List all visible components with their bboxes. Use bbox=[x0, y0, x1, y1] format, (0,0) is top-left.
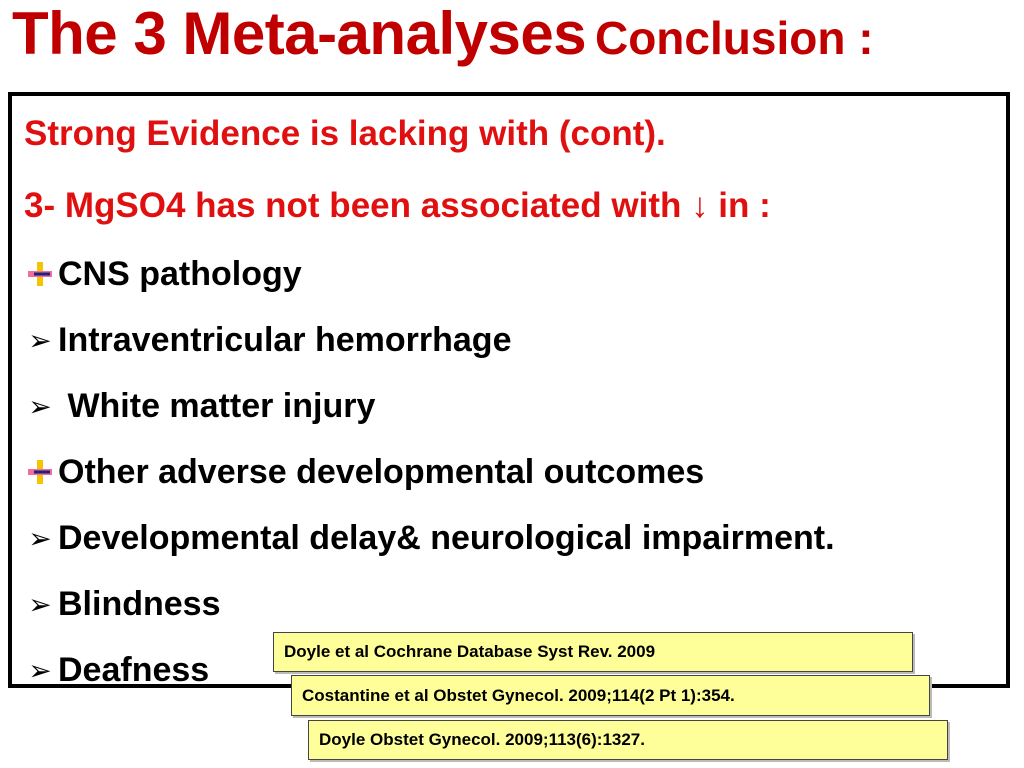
list-item-text: CNS pathology bbox=[58, 254, 302, 293]
title-main: The 3 Meta-analyses bbox=[12, 0, 587, 67]
slide-title bbox=[12, 0, 874, 67]
list-item bbox=[22, 648, 209, 692]
reference-citation: Doyle Obstet Gynecol. 2009;113(6):1327. bbox=[308, 720, 948, 760]
cross-bullet-icon bbox=[22, 458, 58, 486]
list-item bbox=[22, 318, 511, 362]
list-item-text: Intraventricular hemorrhage bbox=[58, 320, 512, 359]
list-item-text: White matter injury bbox=[58, 386, 376, 425]
list-item bbox=[22, 252, 302, 296]
arrow-bullet-icon: ➢ bbox=[28, 653, 52, 687]
list-item bbox=[22, 582, 220, 626]
list-item-text: Developmental delay& neurological impairment. bbox=[58, 518, 835, 557]
reference-citation: Costantine et al Obstet Gynecol. 2009;114(2 Pt 1):354. bbox=[291, 675, 930, 716]
association-heading: 3- MgSO4 has not been associated with ↓ in : bbox=[24, 186, 771, 225]
list-item bbox=[22, 450, 704, 494]
list-item-text: Deafness bbox=[58, 650, 210, 689]
arrow-bullet-icon: ➢ bbox=[28, 389, 52, 423]
arrow-bullet-icon: ➢ bbox=[28, 587, 52, 621]
list-item bbox=[22, 516, 835, 560]
list-item-text: Blindness bbox=[58, 584, 221, 623]
evidence-heading: Strong Evidence is lacking with (cont). bbox=[24, 114, 666, 153]
arrow-bullet-icon: ➢ bbox=[28, 323, 52, 357]
content-box bbox=[8, 92, 1010, 688]
list-item bbox=[22, 384, 375, 428]
arrow-bullet-icon: ➢ bbox=[28, 521, 52, 555]
list-item-text: Other adverse developmental outcomes bbox=[58, 452, 705, 491]
title-sub: Conclusion : bbox=[594, 12, 874, 64]
reference-citation: Doyle et al Cochrane Database Syst Rev. 2009 bbox=[273, 632, 913, 672]
cross-bullet-icon bbox=[22, 260, 58, 288]
